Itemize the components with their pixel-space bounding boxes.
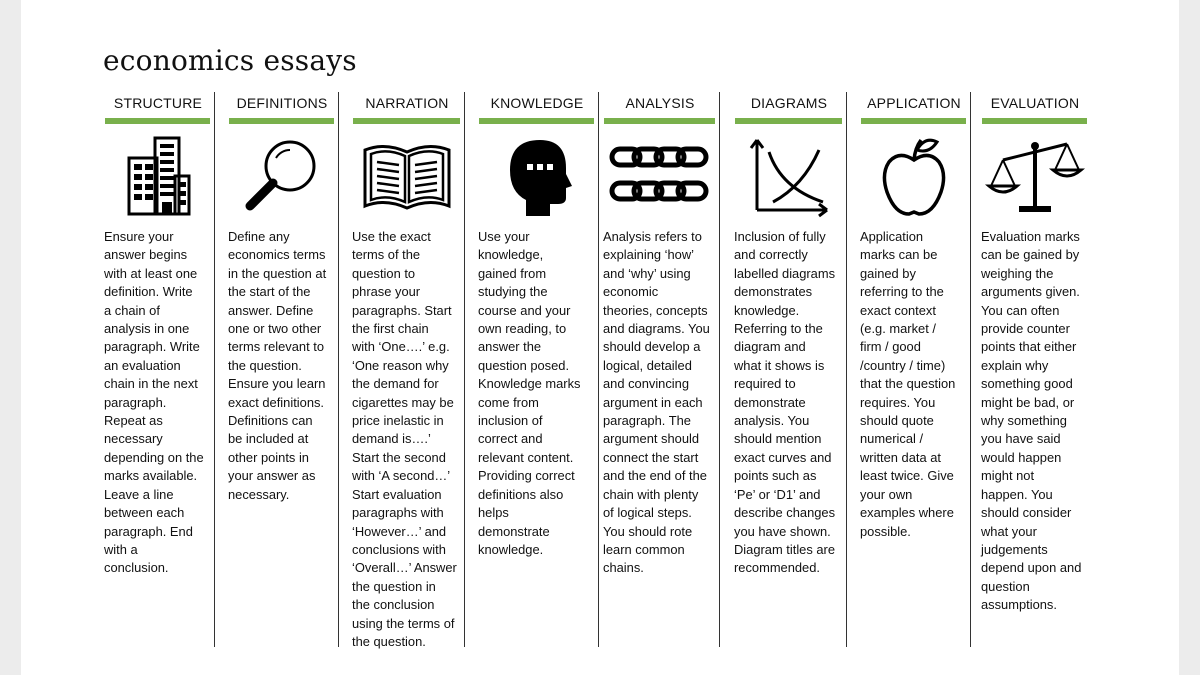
column-narration	[350, 92, 465, 647]
chain-links-icon	[601, 128, 719, 224]
heading-underline	[604, 118, 715, 124]
column-text: Inclusion of fully and correctly labelled diagrams demonstrates knowledge. Referring to the diagram and what it shows is required to demonstrate analysis. You should mention exact curves and points such as ‘Pe’ or ‘D1’ and describe changes you have shown. Diagram titles are recommended.	[734, 229, 836, 576]
column-text: Application marks can be gained by referring to the exact context (e.g. market / firm / good /country / time) that the question requires. You should quote numerical / written data at least twice. Give your own examples where possible.	[860, 229, 956, 539]
apple-icon	[858, 128, 970, 224]
column-heading: EVALUATION	[990, 95, 1080, 111]
column-heading: APPLICATION	[867, 95, 961, 111]
supply-demand-graph-icon	[732, 128, 846, 224]
heading-underline	[353, 118, 460, 124]
head-thinking-icon	[476, 128, 598, 224]
column-heading: ANALYSIS	[625, 95, 695, 111]
column-text: Use the exact terms of the question to phrase your paragraphs. Start the first chain with ‘One….’ e.g. ‘One reason why the demand for cigarettes may be price inelastic in demand is….’ Start the second with ‘A second…’ Start evaluation paragraphs with ‘However…’ and conclusions with ‘Overall…’ Answer the question in the conclusion using the terms of the question.	[352, 229, 457, 649]
column-heading: DEFINITIONS	[236, 95, 328, 111]
page-title: economics essays	[103, 44, 357, 77]
column-knowledge	[476, 92, 599, 647]
magnifying-glass-icon	[226, 128, 338, 224]
column-diagrams	[732, 92, 847, 647]
heading-underline	[735, 118, 842, 124]
column-application	[858, 92, 971, 647]
column-text: Ensure your answer begins with at least one definition. Write a chain of analysis in one paragraph. Write an evaluation chain in the next paragraph. Repeat as necessary depending on the marks available. Leave a line between each paragraph. End with a conclusion.	[104, 229, 204, 576]
heading-underline	[861, 118, 966, 124]
balance-scale-icon	[979, 128, 1091, 224]
heading-underline	[982, 118, 1087, 124]
heading-underline	[479, 118, 594, 124]
buildings-icon	[102, 128, 214, 224]
heading-underline	[229, 118, 334, 124]
document-page	[21, 0, 1179, 675]
open-book-icon	[350, 128, 464, 224]
column-text: Evaluation marks can be gained by weighing the arguments given. You can often provide counter points that either explain why something good might be bad, or why something you have said would happen might not happen. You should consider what your judgements depend upon and question assumptions.	[981, 229, 1082, 613]
column-structure	[102, 92, 215, 647]
column-heading: DIAGRAMS	[750, 95, 828, 111]
column-heading: KNOWLEDGE	[490, 95, 584, 111]
column-analysis	[601, 92, 720, 647]
column-text: Use your knowledge, gained from studying the course and your own reading, to answer the question posed. Knowledge marks come from inclusion of correct and relevant content. Providing correct definitions also helps demonstrate knowledge.	[478, 229, 581, 557]
column-heading: NARRATION	[365, 95, 449, 111]
column-text: Define any economics terms in the question at the start of the answer. Define one or two other terms relevant to the question. Ensure you learn exact definitions. Definitions can be included at other points in your answer as necessary.	[228, 229, 327, 502]
heading-underline	[105, 118, 210, 124]
column-text: Analysis refers to explaining ‘how’ and ‘why’ using economic theories, concepts and diagrams. You should develop a logical, detailed and convincing argument in each paragraph. The argument should connect the start and the end of the chain with plenty of logical steps. You should rote learn common chains.	[603, 229, 710, 576]
column-heading: STRUCTURE	[113, 95, 203, 111]
column-definitions	[226, 92, 339, 647]
column-evaluation	[979, 92, 1091, 647]
